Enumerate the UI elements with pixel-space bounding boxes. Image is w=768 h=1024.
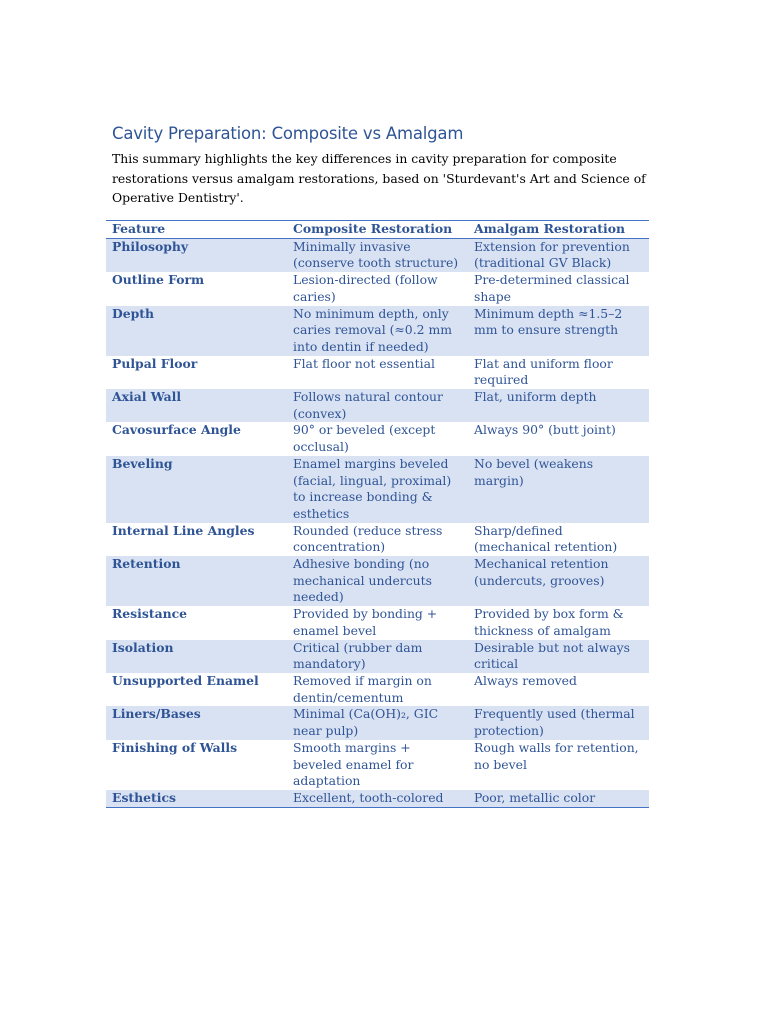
- feature-cell: Depth: [106, 306, 287, 356]
- amalgam-cell: Provided by box form & thickness of amalgam: [474, 606, 624, 638]
- comparison-table: [106, 220, 649, 808]
- table-row: [106, 456, 649, 523]
- amalgam-cell: No bevel (weakens margin): [468, 456, 649, 523]
- header-composite: Composite Restoration: [287, 221, 468, 239]
- page-title: Cavity Preparation: Composite vs Amalgam: [112, 124, 464, 143]
- feature-cell: Axial Wall: [106, 389, 287, 422]
- feature-cell: Unsupported Enamel: [112, 672, 259, 688]
- composite-cell: Smooth margins + beveled enamel for adaptation: [293, 739, 414, 789]
- composite-cell: Rounded (reduce stress concentration): [293, 522, 443, 555]
- table-row: [106, 422, 649, 455]
- table-row: [106, 356, 649, 389]
- feature-cell: Pulpal Floor: [112, 355, 198, 371]
- feature-cell: Isolation: [106, 640, 287, 673]
- amalgam-cell: Extension for prevention (traditional GV Black): [468, 238, 649, 272]
- composite-cell: Lesion-directed (follow caries): [293, 272, 438, 304]
- composite-cell: Follows natural contour (convex): [287, 389, 468, 422]
- composite-cell: Enamel margins beveled (facial, lingual, proximal) to increase bonding & esthetics: [287, 456, 468, 523]
- amalgam-cell: Desirable but not always critical: [468, 640, 649, 673]
- table-row: [106, 238, 649, 272]
- header-amalgam: Amalgam Restoration: [468, 221, 649, 239]
- amalgam-cell: Pre-determined classical shape: [474, 272, 630, 304]
- amalgam-cell: Always 90° (butt joint): [474, 422, 616, 438]
- composite-cell: Minimally invasive (conserve tooth structure): [287, 238, 468, 272]
- amalgam-cell: Mechanical retention (undercuts, grooves): [468, 556, 649, 606]
- amalgam-cell: Always removed: [474, 672, 577, 688]
- table-row: [106, 606, 649, 639]
- composite-cell: 90° or beveled (except occlusal): [293, 422, 436, 455]
- feature-cell: Beveling: [106, 456, 287, 523]
- composite-cell: Adhesive bonding (no mechanical undercuts needed): [287, 556, 468, 606]
- table-row: [106, 272, 649, 305]
- amalgam-cell: Sharp/defined (mechanical retention): [474, 522, 618, 555]
- intro-paragraph: This summary highlights the key differences in cavity preparation for composite restorations versus amalgam restorations, based on 'Sturdevant's Art and Science of Operative Dentistry'.: [112, 151, 646, 205]
- table-row: [106, 523, 649, 556]
- table-row: [106, 389, 649, 422]
- feature-cell: Esthetics: [106, 790, 287, 807]
- table-header-row: [106, 221, 649, 239]
- composite-cell: Removed if margin on dentin/cementum: [293, 672, 432, 705]
- composite-cell: Minimal (Ca(OH)₂, GIC near pulp): [287, 706, 468, 739]
- feature-cell: Outline Form: [112, 272, 205, 288]
- table-row: [106, 706, 649, 739]
- table-row: [106, 640, 649, 673]
- amalgam-cell: Frequently used (thermal protection): [468, 706, 649, 739]
- composite-cell: Flat floor not essential: [293, 355, 435, 371]
- amalgam-cell: Flat, uniform depth: [468, 389, 649, 422]
- composite-cell: Critical (rubber dam mandatory): [287, 640, 468, 673]
- feature-cell: Cavosurface Angle: [112, 422, 241, 438]
- feature-cell: Liners/Bases: [106, 706, 287, 739]
- table-row: [106, 306, 649, 356]
- feature-cell: Resistance: [112, 606, 188, 622]
- table-row: [106, 790, 649, 807]
- feature-cell: Retention: [106, 556, 287, 606]
- composite-cell: Excellent, tooth-colored: [287, 790, 468, 807]
- amalgam-cell: Rough walls for retention, no bevel: [474, 739, 639, 772]
- table-body: [106, 238, 649, 807]
- table-row: [106, 673, 649, 706]
- header-feature: Feature: [106, 221, 287, 239]
- feature-cell: Finishing of Walls: [112, 739, 238, 755]
- amalgam-cell: Minimum depth ≈1.5–2 mm to ensure strength: [468, 306, 649, 356]
- composite-cell: No minimum depth, only caries removal (≈0.2 mm into dentin if needed): [287, 306, 468, 356]
- table-row: [106, 740, 649, 790]
- feature-cell: Philosophy: [106, 238, 287, 272]
- amalgam-cell: Flat and uniform floor required: [474, 355, 613, 388]
- table-row: [106, 556, 649, 606]
- amalgam-cell: Poor, metallic color: [468, 790, 649, 807]
- composite-cell: Provided by bonding + enamel bevel: [293, 606, 438, 638]
- feature-cell: Internal Line Angles: [112, 522, 255, 538]
